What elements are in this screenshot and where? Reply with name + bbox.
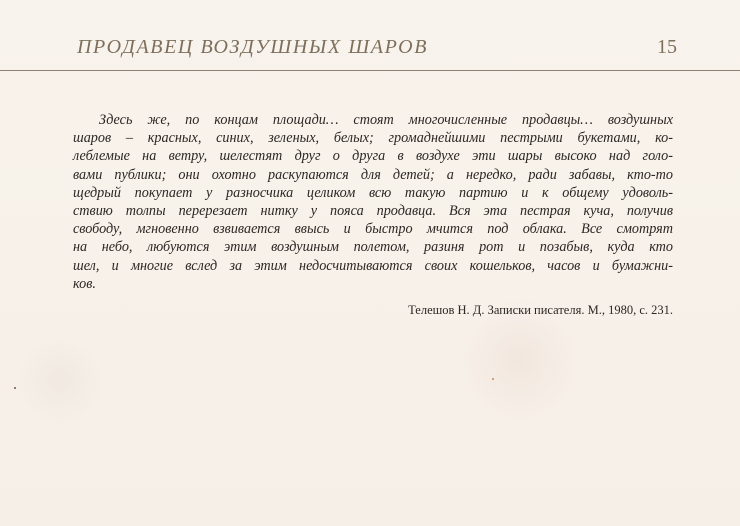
- quote-line: Здесь же, по концам площади… стоят многочисленные продавцы… воздушных: [99, 112, 673, 128]
- quote-line: вами публики; они охотно раскупаются для детей; а нередко, ради забавы, кто-то: [73, 166, 673, 183]
- quote-line: леблемые на ветру, шелестят друг о друга в воздухе эти шары высоко над голо-: [73, 148, 673, 165]
- quote-line: шаров – красных, синих, зеленых, белых; громаднейшими пестрыми букетами, ко-: [73, 130, 673, 147]
- quote-paragraph: [73, 111, 673, 293]
- quote-line: щедрый покупает у разносчика целиком всю такую партию и к общему удоволь-: [73, 184, 673, 201]
- header-rule: [0, 70, 740, 71]
- quote-line: ков.: [73, 275, 96, 292]
- quote-source: Телешов Н. Д. Записки писателя. М., 1980, с. 231.: [408, 303, 673, 317]
- quote-line: свободу, мгновенно взвивается ввысь и быстро мчится под облака. Все смотрят: [73, 221, 673, 238]
- quote-line: ствию толпы перерезает нитку у пояса продавца. Вся эта пестрая куча, получив: [73, 203, 673, 220]
- running-header: [77, 34, 677, 64]
- quote-line: на небо, любуются этим воздушным полетом, разиня рот и позабыв, куда кто: [73, 239, 673, 256]
- paper-speck: [14, 387, 16, 389]
- running-title: ПРОДАВЕЦ ВОЗДУШНЫХ ШАРОВ: [77, 36, 429, 58]
- paper-speck: [492, 378, 494, 380]
- quote-line: шел, и многие вслед за этим недосчитываются своих кошельков, часов и бумажни-: [73, 257, 673, 274]
- page-number: 15: [657, 36, 677, 58]
